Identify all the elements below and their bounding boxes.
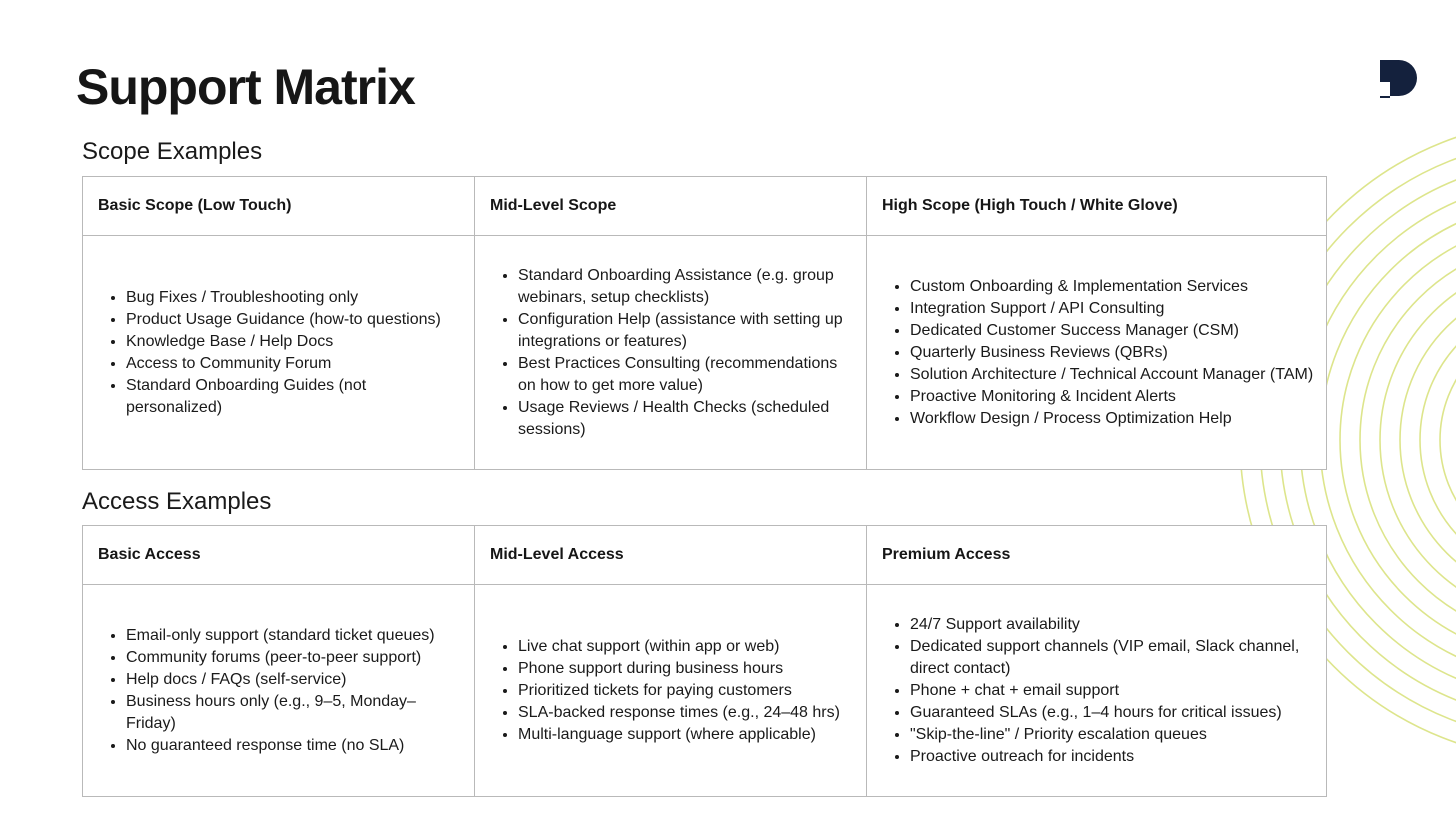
list-item: • Dedicated Customer Success Manager (CSM)	[910, 320, 1314, 342]
list-item: • "Skip-the-line" / Priority escalation queues	[910, 724, 1314, 746]
list-item: • Usage Reviews / Health Checks (scheduled sessions)	[518, 397, 854, 441]
list-item: • Phone + chat + email support	[910, 680, 1314, 702]
list-item: • Configuration Help (assistance with setting up integrations or features)	[518, 309, 854, 353]
access-list	[882, 614, 1314, 768]
access-list	[490, 636, 854, 746]
list-item: • Knowledge Base / Help Docs	[126, 331, 462, 353]
access-cell	[475, 585, 867, 797]
scope-cell	[867, 236, 1327, 470]
scope-header-row	[83, 177, 1327, 236]
list-item: • Solution Architecture / Technical Account Manager (TAM)	[910, 364, 1314, 386]
access-column-header: Mid-Level Access	[475, 526, 867, 585]
list-item: • Prioritized tickets for paying customers	[518, 680, 854, 702]
list-item: • Quarterly Business Reviews (QBRs)	[910, 342, 1314, 364]
list-item: • Workflow Design / Process Optimization Help	[910, 408, 1314, 430]
scope-column-header: Basic Scope (Low Touch)	[83, 177, 475, 236]
access-cell	[83, 585, 475, 797]
list-item: • Live chat support (within app or web)	[518, 636, 854, 658]
decorative-ring	[1380, 260, 1456, 620]
list-item: • Help docs / FAQs (self-service)	[126, 669, 462, 691]
list-item: • Email-only support (standard ticket queues)	[126, 625, 462, 647]
scope-cell	[83, 236, 475, 470]
access-content-row	[83, 585, 1327, 797]
list-item: • Standard Onboarding Assistance (e.g. group webinars, setup checklists)	[518, 265, 854, 309]
scope-list	[882, 276, 1314, 430]
list-item: • Community forums (peer-to-peer support)	[126, 647, 462, 669]
access-section-heading: Access Examples	[82, 488, 272, 515]
scope-table	[82, 176, 1327, 470]
access-header-row	[83, 526, 1327, 585]
list-item: • 24/7 Support availability	[910, 614, 1314, 636]
decorative-ring	[1420, 300, 1456, 580]
list-item: • Proactive outreach for incidents	[910, 746, 1314, 768]
list-item: • Standard Onboarding Guides (not personalized)	[126, 375, 462, 419]
access-list	[98, 625, 462, 757]
list-item: • No guaranteed response time (no SLA)	[126, 735, 462, 757]
list-item: • Proactive Monitoring & Incident Alerts	[910, 386, 1314, 408]
list-item: • Product Usage Guidance (how-to questions)	[126, 309, 462, 331]
scope-list	[98, 287, 462, 419]
list-item: • Bug Fixes / Troubleshooting only	[126, 287, 462, 309]
scope-list	[490, 265, 854, 441]
decorative-ring	[1360, 240, 1456, 640]
scope-column-header: High Scope (High Touch / White Glove)	[867, 177, 1327, 236]
list-item: • SLA-backed response times (e.g., 24–48 hrs)	[518, 702, 854, 724]
brand-logo-icon	[1378, 60, 1418, 98]
scope-section-heading: Scope Examples	[82, 138, 263, 165]
access-column-header: Premium Access	[867, 526, 1327, 585]
list-item: • Best Practices Consulting (recommendations on how to get more value)	[518, 353, 854, 397]
scope-column-header: Mid-Level Scope	[475, 177, 867, 236]
access-column-header: Basic Access	[83, 526, 475, 585]
list-item: • Custom Onboarding & Implementation Services	[910, 276, 1314, 298]
decorative-ring	[1400, 280, 1456, 600]
scope-content-row	[83, 236, 1327, 470]
access-cell	[867, 585, 1327, 797]
list-item: • Multi-language support (where applicable)	[518, 724, 854, 746]
list-item: • Access to Community Forum	[126, 353, 462, 375]
list-item: • Integration Support / API Consulting	[910, 298, 1314, 320]
access-table	[82, 525, 1327, 797]
decorative-ring	[1340, 220, 1456, 660]
scope-cell	[475, 236, 867, 470]
list-item: • Business hours only (e.g., 9–5, Monday–Friday)	[126, 691, 462, 735]
list-item: • Guaranteed SLAs (e.g., 1–4 hours for critical issues)	[910, 702, 1314, 724]
list-item: • Dedicated support channels (VIP email, Slack channel, direct contact)	[910, 636, 1314, 680]
page-title: Support Matrix	[76, 59, 415, 115]
list-item: • Phone support during business hours	[518, 658, 854, 680]
